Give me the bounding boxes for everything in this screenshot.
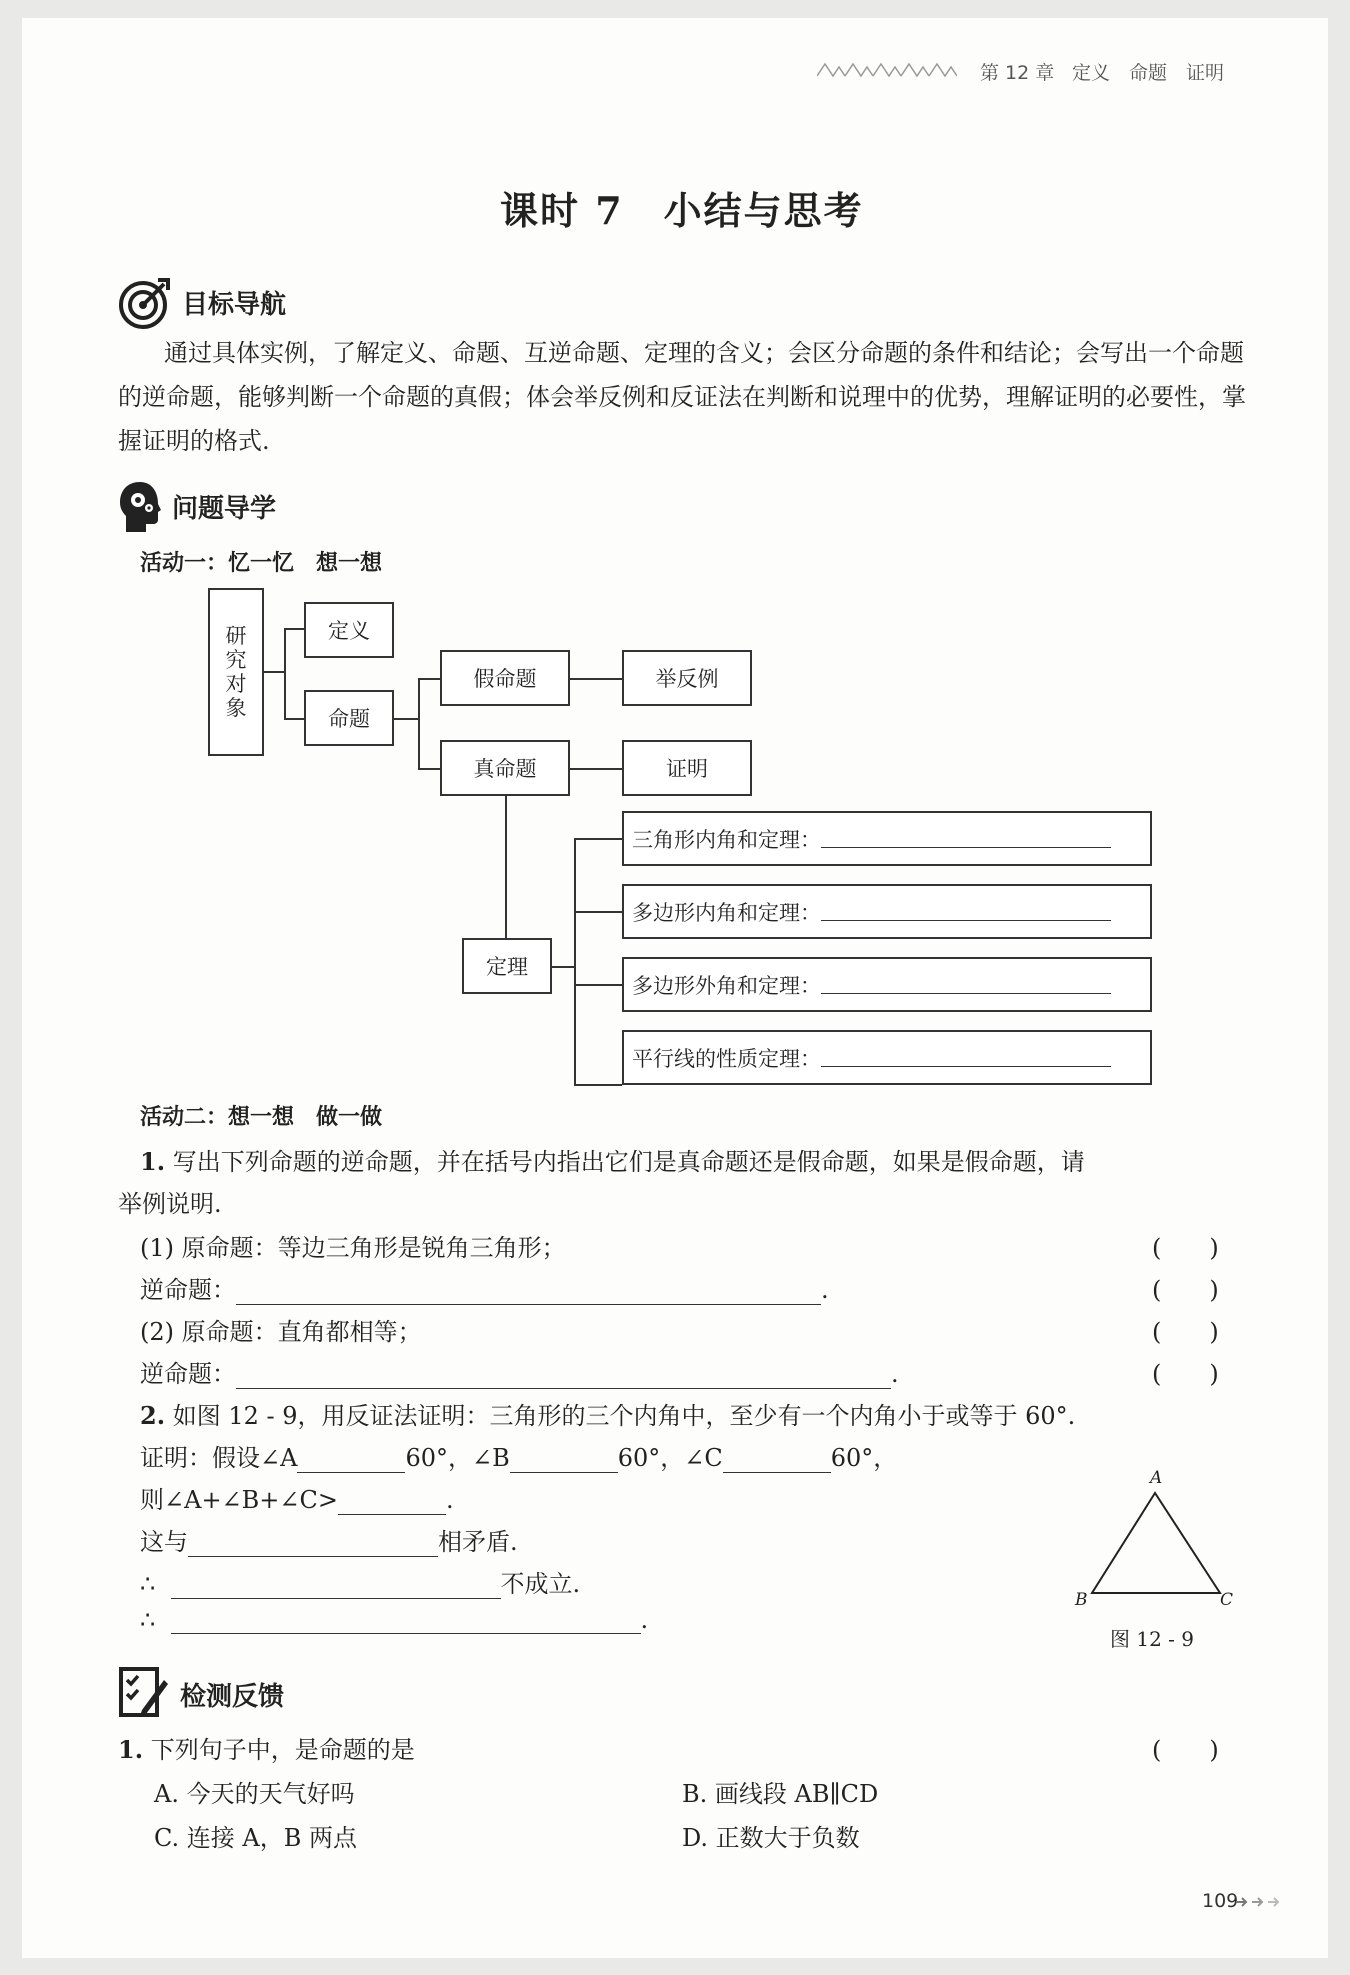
question-text: 如图 12 - 9，用反证法证明：三角形的三个内角中，至少有一个内角小于或等于 60°. — [172, 1402, 1076, 1430]
option-b[interactable]: B. 画线段 AB∥CD — [682, 1780, 879, 1808]
answer-blank[interactable] — [821, 975, 1111, 994]
answer-blank[interactable] — [821, 902, 1111, 921]
question-text: 写出下列命题的逆命题，并在括号内指出它们是真命题还是假命题，如果是假命题，请 — [172, 1148, 1085, 1176]
q1-proposition-2: (2) 原命题：直角都相等； — [140, 1318, 422, 1346]
theorem-row — [622, 884, 1152, 939]
diagram-counterexample-label: 举反例 — [655, 667, 719, 691]
question-1 — [140, 1142, 1085, 1177]
connector — [284, 628, 304, 630]
q1-converse-2 — [140, 1354, 899, 1389]
connector — [505, 796, 507, 938]
answer-blank[interactable] — [821, 1048, 1111, 1067]
period: . — [891, 1360, 899, 1388]
diagram-proof-box — [622, 740, 752, 796]
therefore-symbol: ∴ — [140, 1570, 156, 1598]
option-a[interactable]: A. 今天的天气好吗 — [154, 1780, 355, 1808]
proof-text: 这与 — [140, 1528, 188, 1556]
proof-therefore-line-2 — [140, 1606, 648, 1634]
q1-converse-1 — [140, 1270, 829, 1305]
connector — [284, 718, 304, 720]
section-heading-check: 检测反馈 — [180, 1682, 285, 1712]
question-number: 1. — [118, 1735, 144, 1764]
question-number: 1. — [140, 1147, 166, 1176]
connector — [570, 768, 622, 770]
connector — [570, 678, 622, 680]
answer-blank[interactable] — [171, 1607, 641, 1634]
connector — [418, 768, 440, 770]
diagram-true-prop-label: 真命题 — [473, 757, 537, 781]
arrow-right-icon — [1236, 1895, 1286, 1909]
target-icon — [118, 276, 172, 330]
answer-paren[interactable]: ( ) — [1152, 1234, 1219, 1262]
answer-blank[interactable] — [236, 1278, 821, 1305]
theorem-label: 三角形内角和定理： — [632, 827, 821, 852]
question-1-line2: 举例说明. — [118, 1190, 222, 1218]
diagram-theorem-label: 定理 — [486, 955, 528, 979]
diagram-false-prop-box — [440, 650, 570, 706]
proof-text: 60°，∠C — [617, 1444, 723, 1472]
connector — [574, 911, 622, 913]
proof-text: 60°，∠B — [405, 1444, 510, 1472]
theorem-row — [622, 1030, 1152, 1085]
diagram-proposition-box — [304, 690, 394, 746]
answer-blank[interactable] — [821, 829, 1111, 848]
activity-two-label: 活动二：想一想 做一做 — [140, 1105, 383, 1130]
option-c[interactable]: C. 连接 A，B 两点 — [154, 1824, 357, 1852]
answer-blank[interactable] — [723, 1446, 831, 1473]
answer-paren[interactable]: ( ) — [1152, 1318, 1219, 1346]
proof-text: 不成立. — [500, 1570, 581, 1598]
connector — [574, 984, 622, 986]
vertex-label-c: C — [1220, 1590, 1234, 1610]
diagram-root-char: 象 — [225, 696, 247, 720]
period: . — [640, 1606, 649, 1634]
diagram-proposition-label: 命题 — [328, 707, 370, 731]
vertex-label-a: A — [1150, 1468, 1163, 1488]
diagram-false-prop-label: 假命题 — [473, 667, 537, 691]
answer-paren[interactable]: ( ) — [1152, 1360, 1219, 1388]
proof-text: 证明：假设∠A — [140, 1444, 298, 1472]
answer-blank[interactable] — [338, 1488, 446, 1515]
connector — [574, 838, 576, 1084]
proof-text: 相矛盾. — [438, 1528, 518, 1556]
answer-blank[interactable] — [171, 1572, 501, 1599]
diagram-theorem-box — [462, 938, 552, 994]
answer-paren[interactable]: ( ) — [1152, 1736, 1219, 1764]
converse-label: 逆命题： — [140, 1360, 236, 1388]
answer-blank[interactable] — [297, 1446, 405, 1473]
answer-blank[interactable] — [236, 1362, 891, 1389]
connector — [264, 671, 284, 673]
theorem-row — [622, 957, 1152, 1012]
goal-paragraph: 通过具体实例，了解定义、命题、互逆命题、定理的含义；会区分命题的条件和结论；会写出一个命题的逆命题，能够判断一个命题的真假；体会举反例和反证法在判断和说理中的优势，理解证明的必要性，掌握证明的格式. — [118, 339, 1246, 455]
question-text: 下列句子中，是命题的是 — [150, 1736, 415, 1764]
diagram-true-prop-box — [440, 740, 570, 796]
proof-text: 则∠A+∠B+∠C> — [140, 1486, 338, 1514]
proof-text: 60°， — [830, 1444, 898, 1472]
diagram-root-char: 研 — [225, 624, 247, 648]
check-question-1 — [118, 1730, 415, 1765]
section-heading-goal: 目标导航 — [182, 290, 287, 320]
diagram-counterexample-box — [622, 650, 752, 706]
converse-label: 逆命题： — [140, 1276, 236, 1304]
connector — [418, 678, 420, 768]
theorem-label: 多边形内角和定理： — [632, 900, 821, 925]
connector — [284, 628, 286, 718]
section-heading-guide: 问题导学 — [172, 494, 277, 524]
theorem-row — [622, 811, 1152, 866]
connector — [552, 966, 574, 968]
theorem-label: 平行线的性质定理： — [632, 1046, 821, 1071]
period: . — [446, 1486, 454, 1514]
proof-therefore-line-1 — [140, 1564, 580, 1599]
diagram-proof-label: 证明 — [666, 757, 708, 781]
chapter-label: 第 12 章 — [980, 62, 1055, 84]
therefore-symbol: ∴ — [140, 1606, 156, 1634]
connector — [574, 1084, 622, 1086]
mountain-decoration-icon — [817, 58, 957, 78]
head-gear-icon — [118, 480, 162, 534]
diagram-definition-label: 定义 — [328, 619, 370, 643]
figure-caption: 图 12 - 9 — [1110, 1627, 1195, 1651]
q1-proposition-1: (1) 原命题：等边三角形是锐角三角形； — [140, 1234, 566, 1262]
question-number: 2. — [140, 1401, 166, 1430]
option-d[interactable]: D. 正数大于负数 — [682, 1824, 860, 1852]
connector — [574, 838, 622, 840]
proof-sum-line — [140, 1480, 454, 1515]
answer-blank[interactable] — [510, 1446, 618, 1473]
lesson-title: 课时 7 小结与思考 — [500, 188, 864, 233]
diagram-root-char: 究 — [225, 648, 247, 672]
activity-one-label: 活动一：忆一忆 想一想 — [140, 551, 383, 576]
diagram-root-char: 对 — [225, 672, 247, 696]
vertex-label-b: B — [1075, 1590, 1088, 1610]
answer-paren[interactable]: ( ) — [1152, 1276, 1219, 1304]
answer-blank[interactable] — [188, 1530, 438, 1557]
diagram-root-box — [208, 588, 264, 756]
connector — [394, 718, 418, 720]
question-2 — [140, 1396, 1075, 1431]
proof-assumption-line — [140, 1438, 897, 1473]
chapter-topics: 定义 命题 证明 — [1072, 62, 1225, 84]
period: . — [821, 1276, 829, 1304]
connector — [418, 678, 440, 680]
page-number: 109 — [1202, 1890, 1239, 1912]
proof-contradiction-line — [140, 1522, 518, 1557]
theorem-label: 多边形外角和定理： — [632, 973, 821, 998]
diagram-definition-box — [304, 602, 394, 658]
page — [22, 18, 1328, 1958]
triangle-figure — [1072, 1473, 1242, 1613]
checklist-pen-icon — [118, 1666, 168, 1720]
